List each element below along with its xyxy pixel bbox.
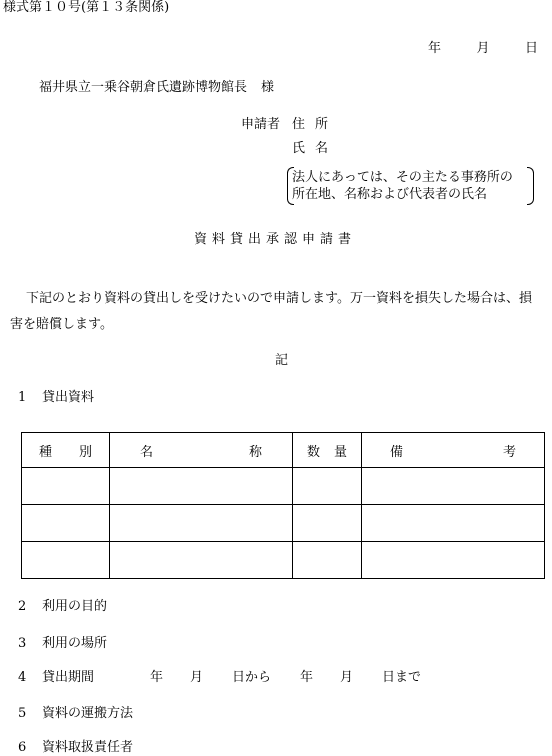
right-bracket xyxy=(527,167,534,205)
item-purpose xyxy=(18,599,107,615)
ki-marker: 記 xyxy=(275,353,289,368)
item-label: 貸出期間 xyxy=(42,670,95,685)
table-row xyxy=(22,505,545,542)
header-remarks: 備 考 xyxy=(362,433,545,468)
cell-quantity[interactable] xyxy=(293,505,362,542)
period-from-month: 月 xyxy=(190,670,204,685)
item-responsible-person xyxy=(18,740,133,756)
item-number: 5 xyxy=(18,706,27,721)
table-row xyxy=(22,542,545,579)
cell-name[interactable] xyxy=(110,505,293,542)
addressee xyxy=(39,80,274,96)
item-transport-method xyxy=(18,706,133,722)
period-to-year: 年 xyxy=(300,670,314,685)
date-line xyxy=(428,41,538,57)
period-from-year: 年 xyxy=(150,670,164,685)
cell-remarks[interactable] xyxy=(362,468,545,505)
header-quantity: 数 量 xyxy=(293,433,362,468)
header-name: 名 称 xyxy=(110,433,293,468)
item-label: 資料の運搬方法 xyxy=(42,706,134,721)
date-month-label: 月 xyxy=(476,41,490,56)
item-label: 利用の場所 xyxy=(42,636,108,651)
item-number: 2 xyxy=(18,599,27,614)
table-row xyxy=(22,468,545,505)
body-line2: 害を賠償します。 xyxy=(10,317,113,332)
cell-type[interactable] xyxy=(22,505,110,542)
item-number: 4 xyxy=(18,670,27,685)
cell-quantity[interactable] xyxy=(293,468,362,505)
addressee-name: 福井県立一乗谷朝倉氏遺跡博物館長 xyxy=(39,80,248,95)
applicant-label: 申請者 xyxy=(241,117,281,132)
corporate-note-text xyxy=(292,169,513,203)
cell-type[interactable] xyxy=(22,542,110,579)
item-place xyxy=(18,636,107,652)
cell-remarks[interactable] xyxy=(362,542,545,579)
loan-materials-table xyxy=(21,432,545,579)
item-label: 利用の目的 xyxy=(42,599,108,614)
table-header-row xyxy=(22,433,545,468)
item-label: 資料取扱責任者 xyxy=(42,740,134,755)
item-number: 1 xyxy=(18,390,27,405)
item-number: 3 xyxy=(18,636,27,651)
item-loan-materials xyxy=(18,390,94,406)
form-number: 様式第１０号(第１３条関係) xyxy=(3,0,170,15)
cell-name[interactable] xyxy=(110,542,293,579)
name-label: 氏名 xyxy=(292,141,339,156)
item-number: 6 xyxy=(18,740,27,755)
cell-type[interactable] xyxy=(22,468,110,505)
period-to-month: 月 xyxy=(340,670,354,685)
period-from-day: 日から xyxy=(232,670,272,685)
header-type: 種 別 xyxy=(22,433,110,468)
cell-quantity[interactable] xyxy=(293,542,362,579)
corporate-note-line2: 所在地、名称および代表者の氏名 xyxy=(292,187,488,202)
date-day-label: 日 xyxy=(524,41,538,56)
addressee-honorific: 様 xyxy=(261,80,275,95)
cell-remarks[interactable] xyxy=(362,505,545,542)
body-line1: 下記のとおり資料の貸出しを受けたいので申請します。万一資料を損失した場合は、損 xyxy=(26,291,532,306)
cell-name[interactable] xyxy=(110,468,293,505)
address-label: 住所 xyxy=(292,117,339,132)
corporate-note-line1: 法人にあっては、その主たる事務所の xyxy=(292,170,513,185)
date-year-label: 年 xyxy=(428,41,442,56)
item-loan-period xyxy=(18,670,438,686)
period-to-day: 日まで xyxy=(382,670,422,685)
item-label: 貸出資料 xyxy=(42,390,95,405)
body-text xyxy=(10,286,550,338)
document-title: 資料貸出承認申請書 xyxy=(194,232,357,247)
